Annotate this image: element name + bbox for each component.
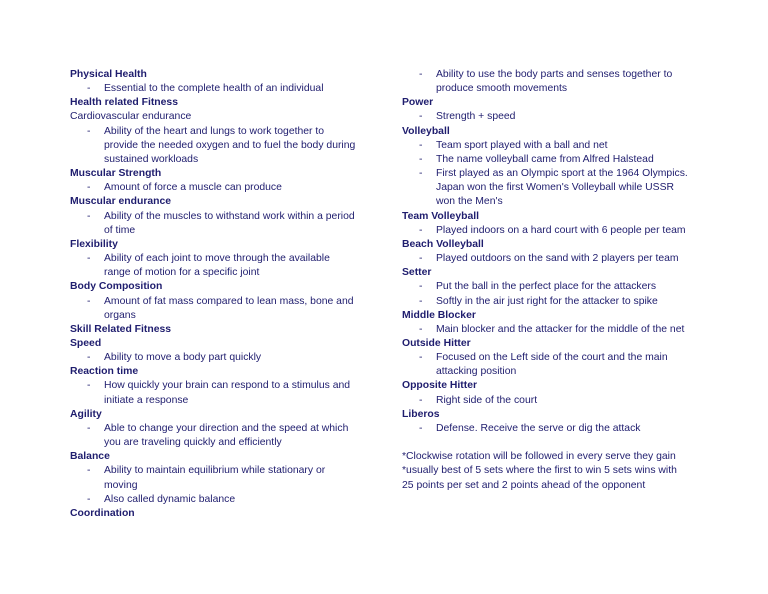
line-text: Cardiovascular endurance bbox=[70, 111, 192, 123]
line-text: range of motion for a specific joint bbox=[104, 267, 260, 279]
bullet-item bbox=[70, 464, 370, 478]
line-text: Focused on the Left side of the court and the main bbox=[436, 352, 668, 364]
line-text: Middle Blocker bbox=[402, 309, 476, 321]
line-text: Muscular Strength bbox=[70, 168, 162, 180]
line-text: Team Volleyball bbox=[402, 210, 479, 222]
bullet-item bbox=[70, 82, 370, 96]
bullet-item bbox=[70, 181, 370, 195]
line-text: sustained workloads bbox=[104, 153, 199, 165]
section-heading bbox=[70, 365, 370, 379]
bullet-dash: - bbox=[419, 323, 423, 335]
section-heading bbox=[70, 408, 370, 422]
bullet-dash: - bbox=[87, 210, 91, 222]
bullet-item bbox=[402, 394, 702, 408]
bullet-continuation bbox=[70, 266, 370, 280]
bullet-continuation bbox=[402, 365, 702, 379]
line-text: Defense. Receive the serve or dig the attack bbox=[436, 422, 641, 434]
bullet-dash: - bbox=[419, 352, 423, 364]
bullet-continuation bbox=[70, 139, 370, 153]
bullet-item bbox=[70, 351, 370, 365]
bullet-dash: - bbox=[87, 253, 91, 265]
bullet-continuation bbox=[402, 181, 702, 195]
bullet-item bbox=[402, 139, 702, 153]
bullet-continuation bbox=[70, 479, 370, 493]
bullet-item bbox=[402, 68, 702, 82]
bullet-dash: - bbox=[419, 153, 423, 165]
right-column bbox=[402, 68, 702, 493]
line-text: Reaction time bbox=[70, 366, 139, 378]
line-text: Strength + speed bbox=[436, 111, 516, 123]
line-text: Played indoors on a hard court with 6 people per team bbox=[436, 224, 686, 236]
bullet-continuation bbox=[70, 153, 370, 167]
line-text: Japan won the first Women's Volleyball while USSR bbox=[436, 182, 674, 194]
bullet-item bbox=[402, 422, 702, 436]
bullet-item bbox=[402, 351, 702, 365]
line-text: attacking position bbox=[436, 366, 517, 378]
line-text: The name volleyball came from Alfred Halstead bbox=[436, 153, 654, 165]
bullet-dash: - bbox=[87, 182, 91, 194]
bullet-item bbox=[70, 379, 370, 393]
bullet-dash: - bbox=[87, 125, 91, 137]
line-text: won the Men's bbox=[436, 196, 503, 208]
bullet-dash: - bbox=[419, 139, 423, 151]
section-heading bbox=[70, 238, 370, 252]
line-text: Right side of the court bbox=[436, 394, 538, 406]
bullet-item bbox=[70, 125, 370, 139]
bullet-dash: - bbox=[87, 295, 91, 307]
bullet-item bbox=[402, 252, 702, 266]
section-heading bbox=[402, 337, 702, 351]
bullet-item bbox=[70, 493, 370, 507]
line-text: Agility bbox=[70, 408, 102, 420]
bullet-dash: - bbox=[87, 422, 91, 434]
left-column bbox=[70, 68, 370, 521]
section-heading bbox=[402, 266, 702, 280]
line-text: Amount of force a muscle can produce bbox=[104, 182, 282, 194]
section-heading bbox=[402, 238, 702, 252]
line-text: Liberos bbox=[402, 408, 440, 420]
section-heading bbox=[402, 379, 702, 393]
line-text: Skill Related Fitness bbox=[70, 323, 172, 335]
bullet-item bbox=[70, 295, 370, 309]
bullet-dash: - bbox=[87, 380, 91, 392]
line-text: Able to change your direction and the speed at which bbox=[104, 422, 349, 434]
section-heading bbox=[70, 167, 370, 181]
line-text: First played as an Olympic sport at the 1964 Olympics. bbox=[436, 168, 688, 180]
bullet-continuation bbox=[402, 82, 702, 96]
line-text: Also called dynamic balance bbox=[104, 493, 236, 505]
section-heading bbox=[70, 96, 370, 110]
bullet-dash: - bbox=[419, 253, 423, 265]
line-text: Ability of the heart and lungs to work together to bbox=[104, 125, 325, 137]
bullet-dash: - bbox=[419, 111, 423, 123]
line-text: moving bbox=[104, 479, 138, 491]
line-text: Muscular endurance bbox=[70, 196, 172, 208]
bullet-continuation bbox=[70, 436, 370, 450]
spacer bbox=[402, 436, 702, 450]
line-text: Power bbox=[402, 97, 434, 109]
bullet-item bbox=[402, 295, 702, 309]
line-text: Put the ball in the perfect place for the attackers bbox=[436, 281, 657, 293]
bullet-dash: - bbox=[419, 168, 423, 180]
bullet-continuation bbox=[402, 195, 702, 209]
bullet-dash: - bbox=[419, 422, 423, 434]
section-heading bbox=[70, 450, 370, 464]
line-text: Ability to use the body parts and senses together to bbox=[436, 69, 673, 80]
bullet-item bbox=[402, 167, 702, 181]
note-line bbox=[402, 464, 702, 478]
line-text: Team sport played with a ball and net bbox=[436, 139, 608, 151]
bullet-continuation bbox=[70, 224, 370, 238]
section-heading bbox=[70, 507, 370, 521]
section-heading bbox=[402, 210, 702, 224]
section-heading bbox=[70, 323, 370, 337]
section-heading bbox=[402, 309, 702, 323]
bullet-item bbox=[402, 224, 702, 238]
line-text: Speed bbox=[70, 337, 102, 349]
line-text: initiate a response bbox=[104, 394, 189, 406]
line-text: provide the needed oxygen and to fuel the body during bbox=[104, 139, 356, 151]
line-text: Flexibility bbox=[70, 238, 118, 250]
line-text: Setter bbox=[402, 267, 432, 279]
line-text: produce smooth movements bbox=[436, 83, 568, 95]
line-text: Volleyball bbox=[402, 125, 450, 137]
line-text: Ability of the muscles to withstand work within a period bbox=[104, 210, 355, 222]
line-text: Coordination bbox=[70, 507, 135, 519]
bullet-dash: - bbox=[87, 352, 91, 364]
line-text: Ability of each joint to move through the available bbox=[104, 253, 330, 265]
line-text: Physical Health bbox=[70, 69, 147, 80]
section-heading bbox=[70, 280, 370, 294]
section-heading bbox=[402, 96, 702, 110]
bullet-item bbox=[70, 422, 370, 436]
line-text: *usually best of 5 sets where the first to win 5 sets wins with bbox=[402, 465, 677, 477]
line-text: Amount of fat mass compared to lean mass, bone and bbox=[104, 295, 354, 307]
bullet-dash: - bbox=[419, 224, 423, 236]
note-line bbox=[402, 450, 702, 464]
bullet-dash: - bbox=[419, 281, 423, 293]
line-text: *Clockwise rotation will be followed in every serve they gain bbox=[402, 451, 676, 463]
subheading bbox=[70, 110, 370, 124]
section-heading bbox=[70, 68, 370, 82]
bullet-item bbox=[402, 110, 702, 124]
bullet-dash: - bbox=[87, 493, 91, 505]
note-line bbox=[402, 479, 702, 493]
line-text: Essential to the complete health of an individual bbox=[104, 83, 324, 95]
bullet-dash: - bbox=[419, 394, 423, 406]
line-text: Ability to move a body part quickly bbox=[104, 352, 262, 364]
line-text: Beach Volleyball bbox=[402, 238, 484, 250]
bullet-dash: - bbox=[87, 465, 91, 477]
line-text: Main blocker and the attacker for the middle of the net bbox=[436, 323, 685, 335]
line-text: Health related Fitness bbox=[70, 97, 178, 109]
bullet-continuation bbox=[70, 394, 370, 408]
line-text: organs bbox=[104, 309, 136, 321]
line-text: How quickly your brain can respond to a stimulus and bbox=[104, 380, 351, 392]
section-heading bbox=[70, 195, 370, 209]
bullet-continuation bbox=[70, 309, 370, 323]
line-text: Softly in the air just right for the attacker to spike bbox=[436, 295, 658, 307]
bullet-dash: - bbox=[419, 295, 423, 307]
section-heading bbox=[402, 125, 702, 139]
line-text: Body Composition bbox=[70, 281, 163, 293]
bullet-item bbox=[402, 280, 702, 294]
line-text: Outside Hitter bbox=[402, 337, 471, 349]
bullet-item bbox=[70, 252, 370, 266]
bullet-dash: - bbox=[87, 83, 91, 95]
section-heading bbox=[70, 337, 370, 351]
bullet-item bbox=[402, 323, 702, 337]
bullet-dash: - bbox=[419, 69, 423, 80]
line-text: 25 points per set and 2 points ahead of the opponent bbox=[402, 479, 646, 491]
bullet-item bbox=[70, 210, 370, 224]
line-text: you are traveling quickly and efficiently bbox=[104, 437, 282, 449]
line-text: of time bbox=[104, 224, 136, 236]
line-text: Played outdoors on the sand with 2 players per team bbox=[436, 253, 679, 265]
section-heading bbox=[402, 408, 702, 422]
line-text: Opposite Hitter bbox=[402, 380, 478, 392]
line-text: Ability to maintain equilibrium while stationary or bbox=[104, 465, 326, 477]
line-text: Balance bbox=[70, 451, 110, 463]
bullet-item bbox=[402, 153, 702, 167]
